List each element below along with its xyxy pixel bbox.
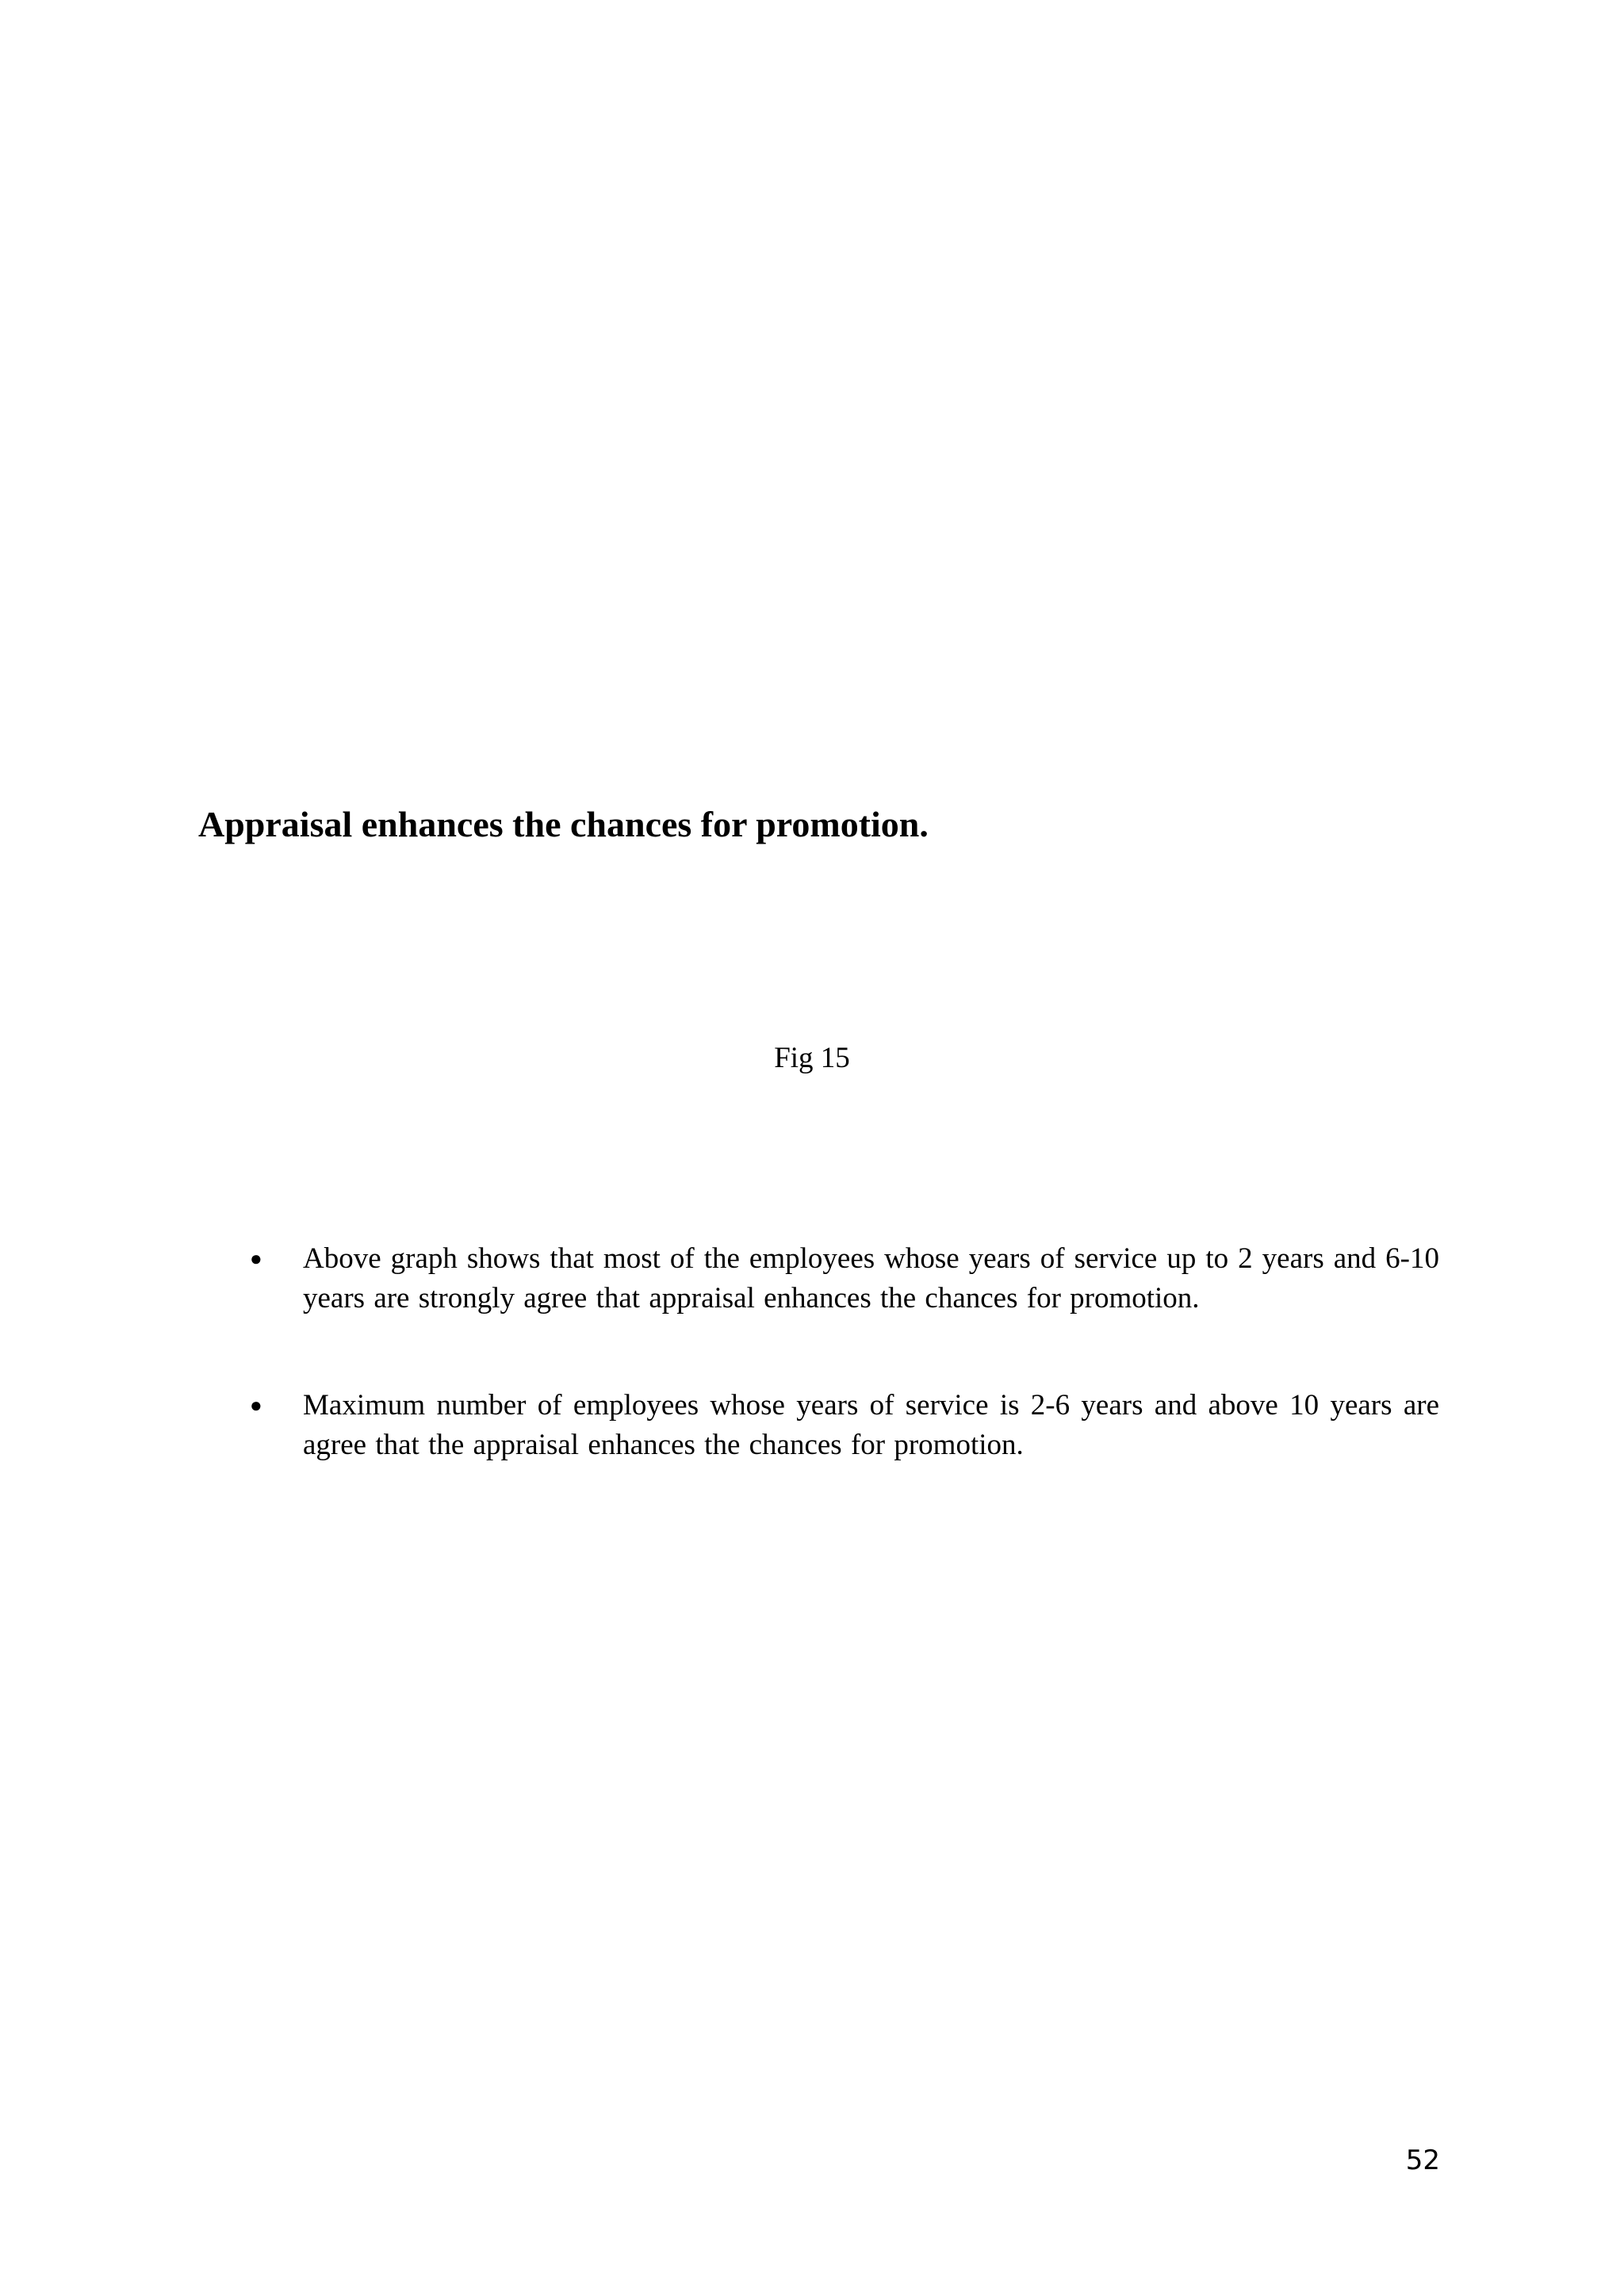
figure-caption: Fig 15 [774,1042,850,1074]
finding-text-1: Above graph shows that most of the employees whose years of service up to 2 years and 6-10 years are strongly agree that appraisal enhances the chances for promotion. [303,1242,1439,1314]
bullet-icon: ● [250,1247,262,1270]
bullet-icon: ● [250,1394,262,1417]
section-heading: Appraisal enhances the chances for promotion. [198,804,929,844]
page-number: 52 [1405,2145,1440,2176]
finding-text-2: Maximum number of employees whose years of service is 2-6 years and above 10 years are agree that the appraisal enhances the chances for promotion. [303,1389,1439,1461]
